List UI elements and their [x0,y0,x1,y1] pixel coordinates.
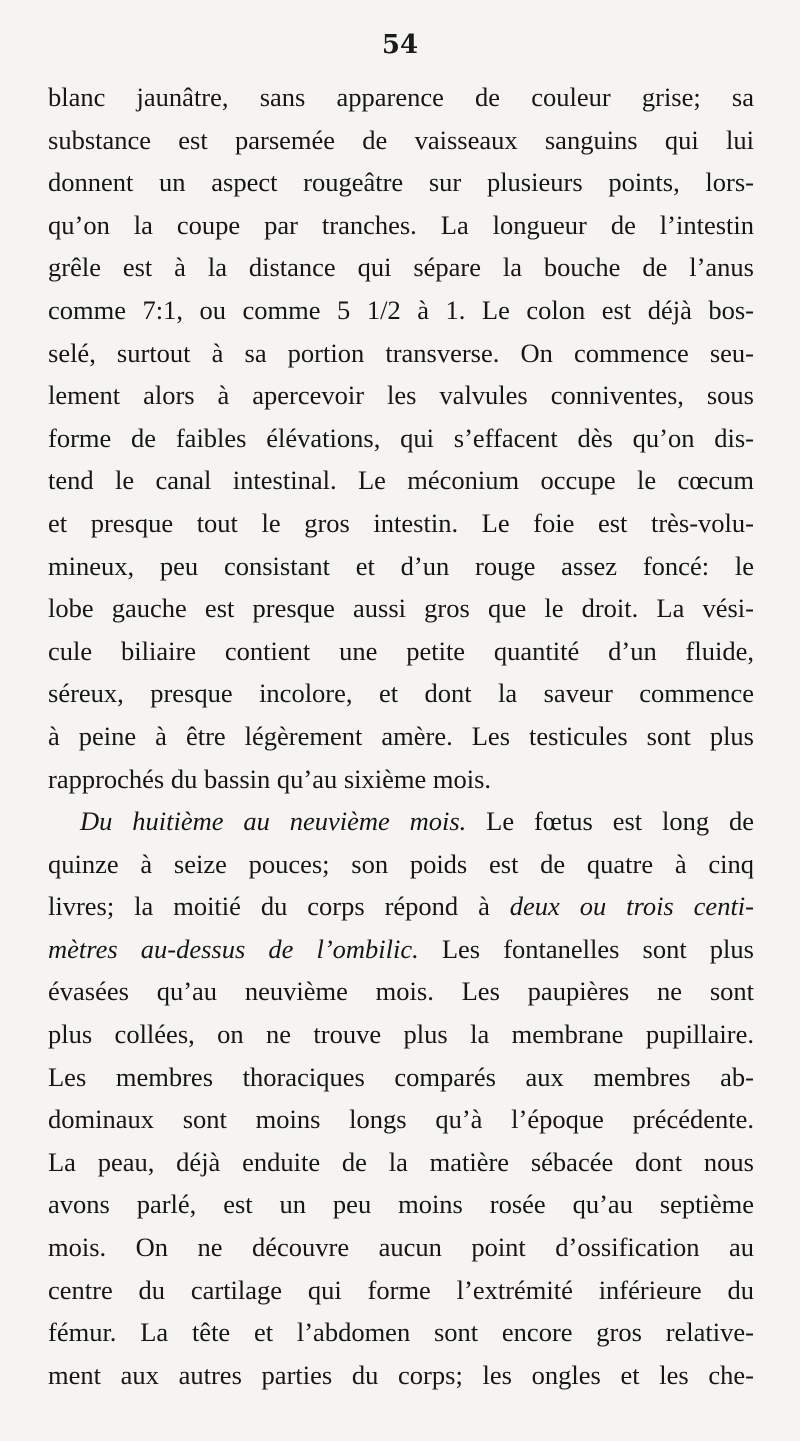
text-line [48,119,754,162]
text-line [48,417,754,460]
text-line [48,1013,754,1056]
text-line [48,843,754,886]
text-segment: substance est parsemée de vaisseaux sanguins qui lui [48,124,754,155]
text-segment: mois. On ne découvre aucun point d’ossification au [48,1232,754,1263]
text-segment: comme 7:1, ou comme 5 1/2 à 1. Le colon est déjà bos- [48,294,754,325]
italic-segment: mètres au-dessus de l’ombilic. [48,933,419,964]
text-segment: Le fœtus est long de [466,806,754,837]
text-segment: blanc jaunâtre, sans apparence de couleur grise; sa [48,82,754,112]
text-segment: centre du cartilage qui forme l’extrémité inférieure du [48,1274,754,1305]
text-line [48,928,754,971]
text-segment: mineux, peu consistant et d’un rouge assez foncé: le [48,550,754,581]
text-segment: lobe gauche est presque aussi gros que le droit. La vési- [48,593,754,624]
text-line [48,1354,754,1397]
text-line [48,800,754,843]
text-segment: et presque tout le gros intestin. Le foie est très-volu- [48,507,754,538]
text-segment: lement alors à apercevoir les valvules conniventes, sous [48,380,754,411]
text-line [48,246,754,289]
text-segment: Les fontanelles sont plus [418,933,754,964]
text-segment: séreux, presque incolore, et dont la saveur commence [48,678,754,709]
text-line [48,374,754,417]
text-segment: plus collées, on ne trouve plus la membrane pupillaire. [48,1019,754,1050]
text-line [48,1056,754,1099]
text-line [48,715,754,758]
text-line [48,1311,754,1354]
text-segment: grêle est à la distance qui sépare la bouche de l’anus [48,252,754,283]
text-line [48,1183,754,1226]
text-segment: qu’on la coupe par tranches. La longueur de l’intestin [48,209,754,240]
page-number: 54 [381,30,419,60]
text-line [48,672,754,715]
text-segment: selé, surtout à sa portion transverse. On commence seu- [48,337,754,368]
text-line [48,1141,754,1184]
text-line [48,1226,754,1269]
body-text [48,76,754,1396]
text-segment: à peine à être légèrement amère. Les testicules sont plus [48,720,754,751]
text-segment: Les membres thoraciques comparés aux membres ab- [48,1061,754,1092]
text-line [48,587,754,630]
text-segment: ment aux autres parties du corps; les ongles et les che- [48,1359,754,1390]
text-segment: fémur. La tête et l’abdomen sont encore gros relative- [48,1317,754,1348]
text-line [48,1098,754,1141]
text-segment: La peau, déjà enduite de la matière sébacée dont nous [48,1146,754,1177]
text-segment: forme de faibles élévations, qui s’effacent dès qu’on dis- [48,422,754,453]
text-segment: dominaux sont moins longs qu’à l’époque précédente. [48,1104,754,1135]
text-line [48,1269,754,1312]
text-segment: évasées qu’au neuvième mois. Les paupières ne sont [48,976,754,1007]
italic-segment: deux ou trois centi- [509,891,754,922]
text-line [48,970,754,1013]
italic-segment: Du huitième au neuvième mois. [80,806,467,837]
text-line [48,76,754,119]
text-segment: avons parlé, est un peu moins rosée qu’au septième [48,1189,754,1220]
text-line [48,289,754,332]
text-line [48,545,754,588]
text-segment: rapprochés du bassin qu’au sixième mois. [48,763,492,794]
text-line [48,758,754,801]
text-line [48,502,754,545]
text-line [48,204,754,247]
text-line [48,459,754,502]
text-segment: tend le canal intestinal. Le méconium occupe le cœcum [48,465,754,496]
text-line [48,161,754,204]
text-segment: cule biliaire contient une petite quantité d’un fluide, [48,635,754,666]
text-line [48,630,754,673]
text-segment: donnent un aspect rougeâtre sur plusieurs points, lors- [48,167,754,198]
text-segment: quinze à seize pouces; son poids est de quatre à cinq [48,848,754,879]
text-segment: livres; la moitié du corps répond à [48,891,510,922]
text-line [48,332,754,375]
text-line [48,885,754,928]
